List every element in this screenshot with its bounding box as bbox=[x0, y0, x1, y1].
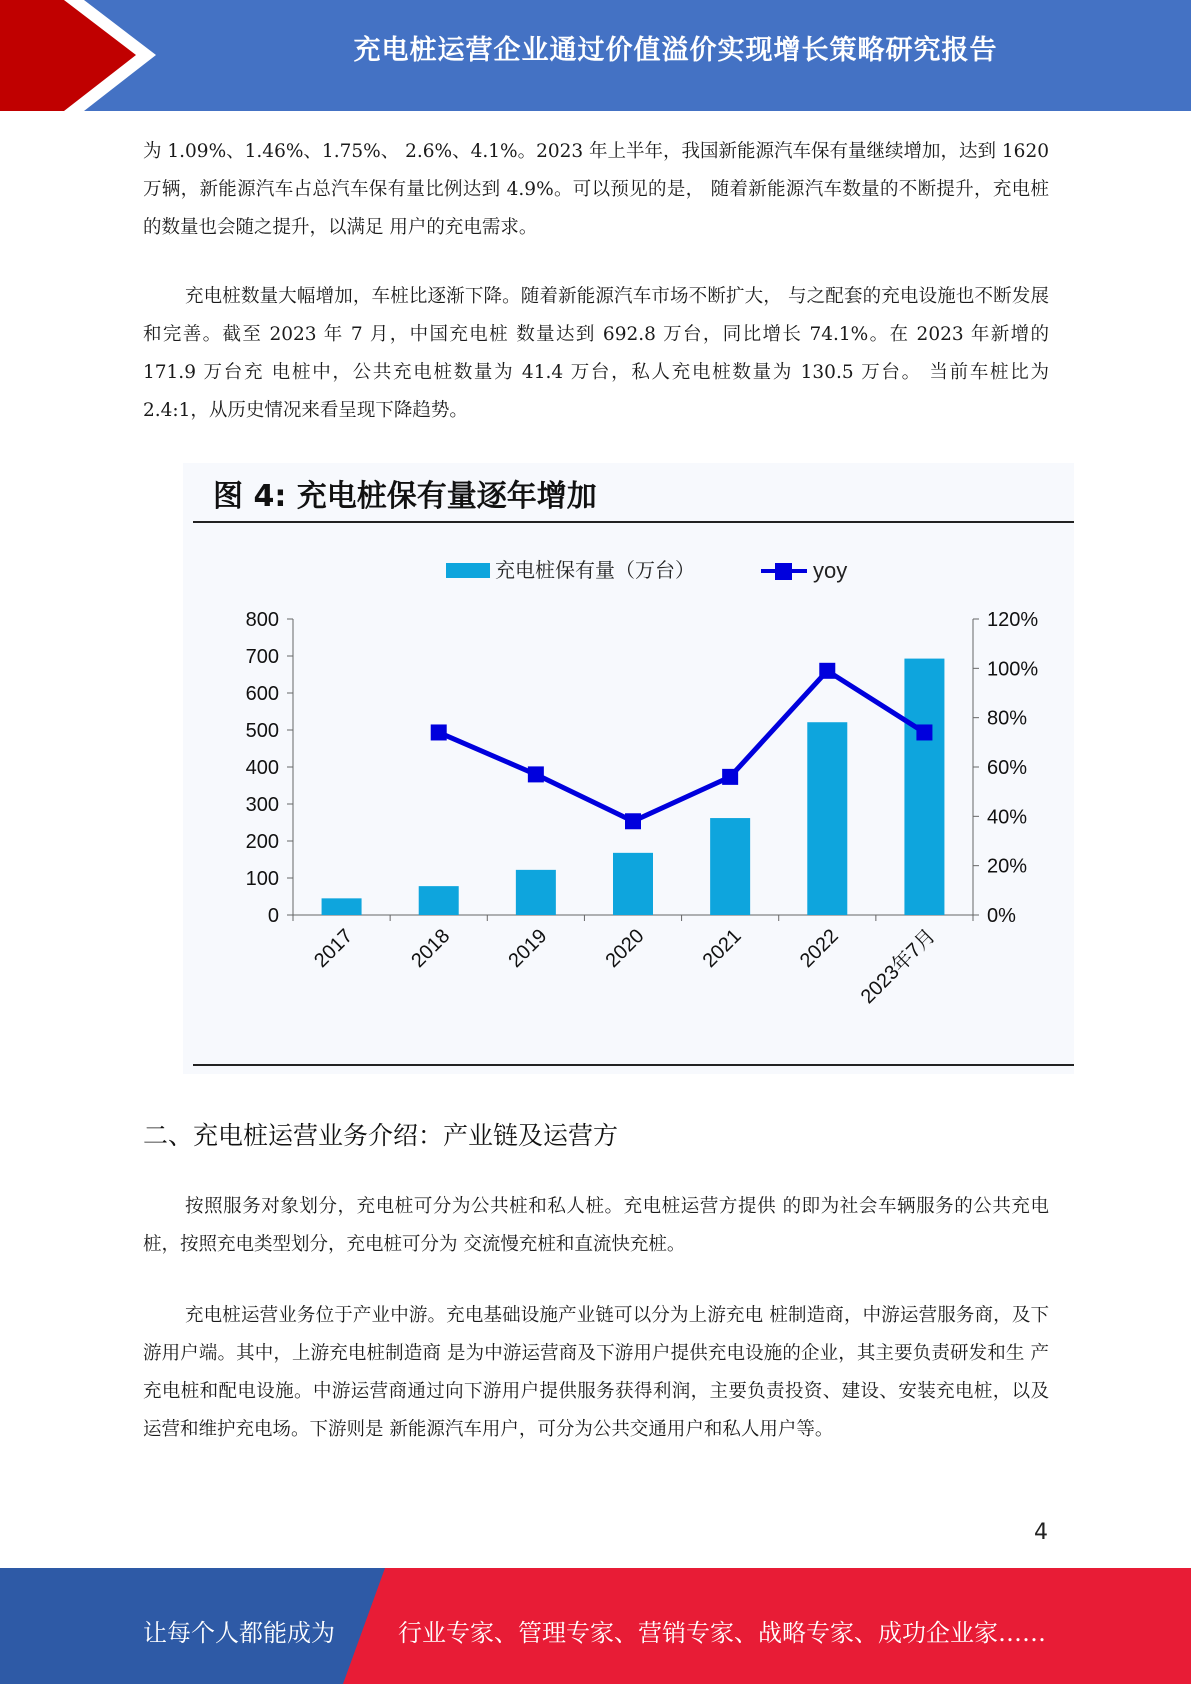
y-left-tick-label: 200 bbox=[245, 831, 279, 853]
bar-2018 bbox=[419, 886, 459, 915]
y-right-tick-label: 60% bbox=[987, 757, 1028, 779]
paragraph-industry-chain: 充电桩运营业务位于产业中游。充电基础设施产业链可以分为上游充电 桩制造商，中游运营服务商，及下游用户端。其中，上游充电桩制造商 是为中游运营商及下游用户提供充电设施的企业，其主要负责研发和生 产充电桩和配电设施。中游运营商通过向下游用户提供服务获得利润，主要负责投资、建设、安装充电桩，以及运营和维护充电场。下游则是 新能源汽车用户，可分为公共交通用户和私人用户等。 bbox=[143, 1305, 1049, 1440]
footer-slogan-left: 让每个人都能成为 bbox=[143, 1619, 335, 1647]
figure-title: 图 4: 充电桩保有量逐年增加 bbox=[213, 479, 597, 514]
y-right-tick-label: 40% bbox=[987, 806, 1028, 829]
footer-slogan-right: 行业专家、管理专家、营销专家、战略专家、成功企业家…… bbox=[398, 1619, 1046, 1647]
y-left-tick-label: 300 bbox=[245, 794, 279, 816]
yoy-point bbox=[625, 813, 641, 829]
x-tick-label: 2020 bbox=[601, 924, 649, 973]
y-left-tick-label: 100 bbox=[245, 868, 279, 890]
y-left-tick-label: 800 bbox=[245, 609, 279, 631]
y-right-tick-label: 80% bbox=[987, 707, 1028, 730]
legend-bar-swatch bbox=[446, 563, 490, 578]
x-tick-label: 2017 bbox=[310, 924, 358, 973]
header-banner bbox=[0, 0, 1191, 111]
y-right-tick-label: 100% bbox=[987, 658, 1039, 681]
bar-2022 bbox=[807, 722, 847, 915]
yoy-point bbox=[819, 663, 835, 679]
page-number: 4 bbox=[1034, 1520, 1048, 1545]
legend-line-marker bbox=[775, 563, 792, 580]
chart-svg bbox=[183, 463, 1074, 1074]
paragraph-intro-continued: 为 1.09%、1.46%、1.75%、 2.6%、4.1%。2023 年上半年，我国新能源汽车保有量继续增加，达到 1620 万辆，新能源汽车占总汽车保有量比例达到 4.9%。可以预见的是， 随着新能源汽车数量的不断提升，充电桩的数量也会随之提升，以满足 用户的充电需求。 bbox=[143, 141, 1049, 238]
y-right-tick-label: 120% bbox=[987, 609, 1039, 631]
x-tick-label: 2023年7月 bbox=[856, 924, 940, 1009]
bar-2017 bbox=[322, 898, 362, 915]
legend-line-label: yoy bbox=[813, 558, 848, 583]
section-heading: 二、充电桩运营业务介绍：产业链及运营方 bbox=[143, 1121, 619, 1150]
x-tick-label: 2021 bbox=[698, 924, 746, 973]
yoy-point bbox=[431, 724, 447, 740]
yoy-line bbox=[439, 671, 925, 821]
y-left-tick-label: 0 bbox=[267, 905, 279, 927]
bar-2023年7月 bbox=[904, 659, 944, 915]
x-tick-label: 2019 bbox=[504, 924, 552, 973]
paragraph-pile-types: 按照服务对象划分，充电桩可分为公共桩和私人桩。充电桩运营方提供 的即为社会车辆服务的公共充电桩，按照充电类型划分，充电桩可分为 交流慢充桩和直流快充桩。 bbox=[143, 1196, 1049, 1255]
y-left-tick-label: 700 bbox=[245, 646, 279, 668]
bar-2020 bbox=[613, 853, 653, 915]
y-left-tick-label: 500 bbox=[245, 720, 279, 742]
y-left-tick-label: 600 bbox=[245, 683, 279, 705]
bar-2019 bbox=[516, 870, 556, 915]
paragraph-charger-count: 充电桩数量大幅增加，车桩比逐渐下降。随着新能源汽车市场不断扩大， 与之配套的充电设施也不断发展和完善。截至 2023 年 7 月，中国充电桩 数量达到 692.8 万台，同比增长 74.1%。在 2023 年新增的 171.9 万台充 电桩中，公共充电桩数量为 41.4 万台，私人充电桩数量为 130.5 万台。 当前车桩比为 2.4:1，从历史情况来看呈现下降趋势。 bbox=[143, 286, 1049, 421]
legend-bar-label: 充电桩保有量（万台） bbox=[495, 560, 695, 582]
footer-banner bbox=[0, 1568, 1191, 1684]
yoy-point bbox=[528, 766, 544, 782]
x-tick-label: 2022 bbox=[795, 924, 843, 973]
figure-bottom-rule bbox=[193, 1064, 1074, 1066]
y-right-tick-label: 0% bbox=[987, 905, 1016, 927]
y-right-tick-label: 20% bbox=[987, 855, 1028, 878]
y-left-tick-label: 400 bbox=[245, 757, 279, 779]
yoy-point bbox=[722, 769, 738, 785]
yoy-point bbox=[916, 724, 932, 740]
figure-charger-growth bbox=[183, 463, 1074, 1074]
x-tick-label: 2018 bbox=[407, 924, 455, 973]
bar-2021 bbox=[710, 818, 750, 915]
report-title: 充电桩运营企业通过价值溢价实现增长策略研究报告 bbox=[353, 35, 998, 66]
